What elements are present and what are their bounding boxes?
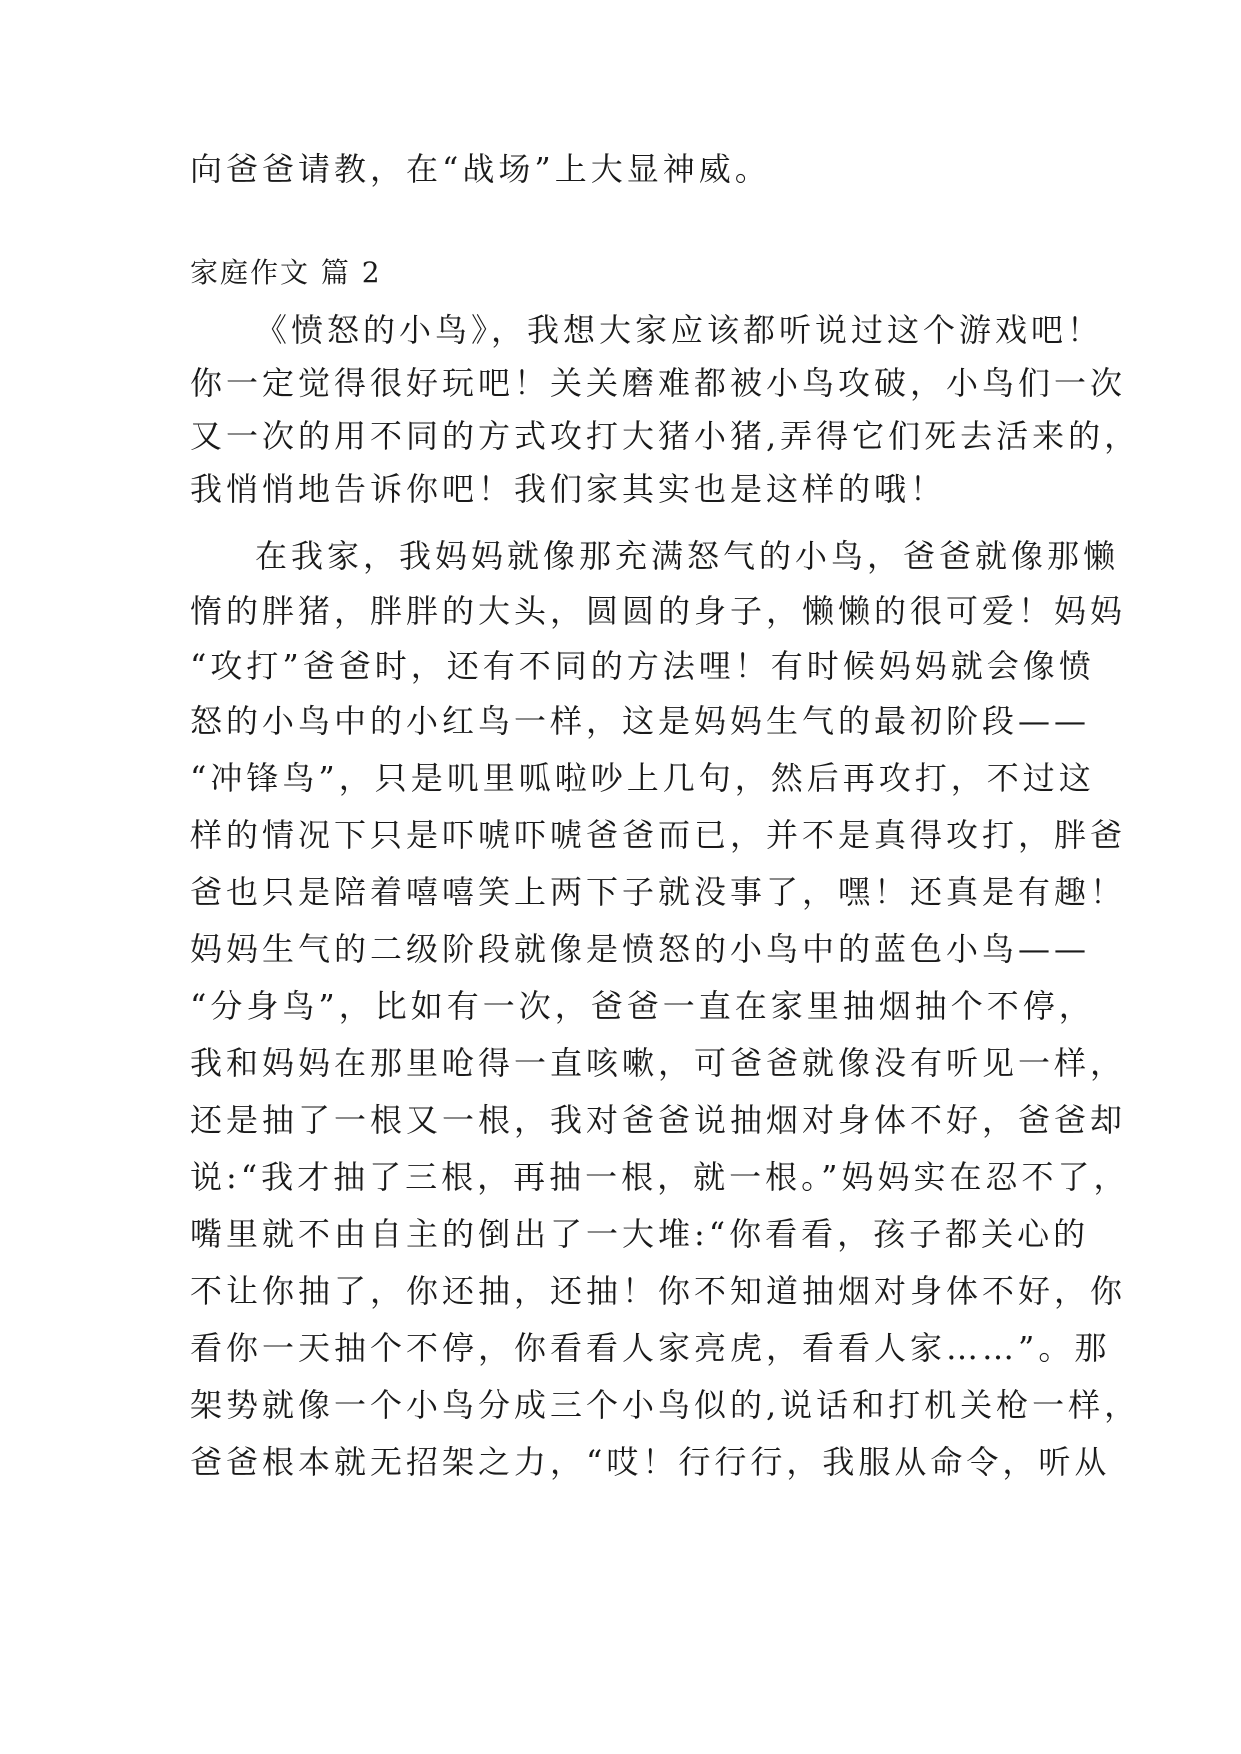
text-line: 怒的小鸟中的小红鸟一样，这是妈妈生气的最初阶段—— [190, 702, 1091, 740]
text-line: 爸也只是陪着嘻嘻笑上两下子就没事了，嘿！还真是有趣！ [190, 873, 1127, 911]
text-line: “分身鸟”，比如有一次，爸爸一直在家里抽烟抽个不停， [190, 987, 1095, 1025]
text-line: 在我家，我妈妈就像那充满怒气的小鸟，爸爸就像那懒 [255, 537, 1120, 575]
text-line: 看你一天抽个不停，你看看人家亮虎，看看人家……”。那 [190, 1329, 1111, 1367]
text-line: 我和妈妈在那里呛得一直咳嗽，可爸爸就像没有听见一样， [190, 1044, 1127, 1082]
text-line: 不让你抽了，你还抽，还抽！你不知道抽烟对身体不好，你 [190, 1272, 1127, 1310]
text-line: “攻打”爸爸时，还有不同的方法哩！有时候妈妈就会像愤 [190, 647, 1095, 685]
text-line: 妈妈生气的二级阶段就像是愤怒的小鸟中的蓝色小鸟—— [190, 930, 1091, 968]
text-line: 爸爸根本就无招架之力，“哎！行行行，我服从命令，听从 [190, 1443, 1111, 1481]
continuation-line: 向爸爸请教，在“战场”上大显神威。 [190, 150, 771, 188]
text-line: 说:“我才抽了三根，再抽一根，就一根。”妈妈实在忍不了， [190, 1158, 1130, 1196]
text-line: 还是抽了一根又一根，我对爸爸说抽烟对身体不好，爸爸却 [190, 1101, 1127, 1139]
text-line: 你一定觉得很好玩吧！关关磨难都被小鸟攻破，小鸟们一次 [190, 364, 1127, 402]
text-line: “冲锋鸟”，只是叽里呱啦吵上几句，然后再攻打，不过这 [190, 759, 1095, 797]
section-heading: 家庭作文 篇 2 [190, 256, 382, 289]
text-line: 嘴里就不由自主的倒出了一大堆:“你看看，孩子都关心的 [190, 1215, 1090, 1253]
text-line: 样的情况下只是吓唬吓唬爸爸而已，并不是真得攻打，胖爸 [190, 816, 1127, 854]
text-line: 又一次的用不同的方式攻打大猪小猪,弄得它们死去活来的， [190, 417, 1141, 455]
text-line: 我悄悄地告诉你吧！我们家其实也是这样的哦！ [190, 470, 947, 508]
text-line: 架势就像一个小鸟分成三个小鸟似的,说话和打机关枪一样， [190, 1386, 1141, 1424]
text-line: 惰的胖猪，胖胖的大头，圆圆的身子，懒懒的很可爱！妈妈 [190, 592, 1127, 630]
text-line: 《愤怒的小鸟》，我想大家应该都听说过这个游戏吧！ [255, 311, 1104, 349]
